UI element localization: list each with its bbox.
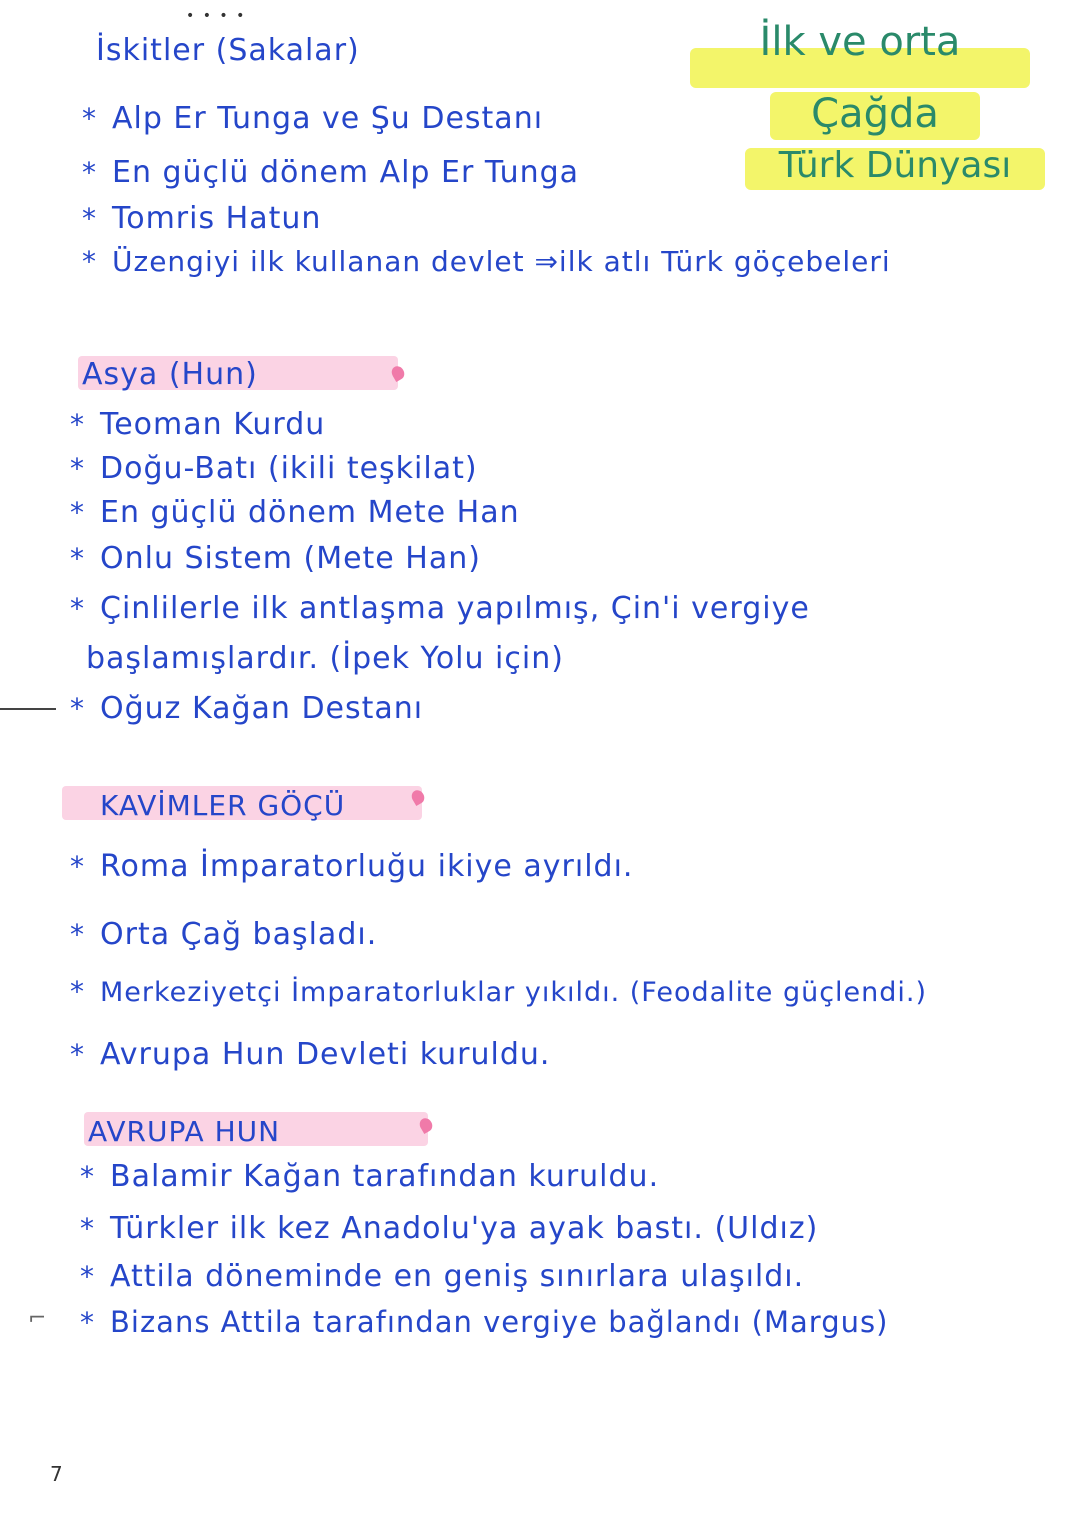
list-item: * Çinlilerle ilk antlaşma yapılmış, Çin'i vergiye bbox=[70, 591, 810, 626]
page-number: 7 bbox=[50, 1462, 63, 1486]
section-heading-kavimler-gocu: KAVİMLER GÖÇÜ bbox=[100, 789, 346, 822]
bullet-star-icon: * bbox=[80, 1160, 95, 1193]
list-item-continuation: başlamışlardır. (İpek Yolu için) bbox=[86, 641, 564, 676]
bullet-star-icon: * bbox=[70, 496, 85, 529]
list-item: * Doğu-Batı (ikili teşkilat) bbox=[70, 451, 478, 486]
list-item: * Üzengiyi ilk kullanan devlet ⇒ilk atlı Türk göçebeleri bbox=[82, 245, 891, 278]
corner-title-line3: Türk Dünyası bbox=[778, 145, 1012, 186]
list-item: * Merkeziyetçi İmparatorluklar yıkıldı. (Feodalite güçlendi.) bbox=[70, 975, 928, 1008]
bullet-star-icon: * bbox=[70, 850, 85, 883]
list-item: * Roma İmparatorluğu ikiye ayrıldı. bbox=[70, 849, 634, 884]
bullet-star-icon: * bbox=[70, 592, 85, 625]
bullet-star-icon: * bbox=[80, 1260, 95, 1293]
section-heading-iskitler: İskitler (Sakalar) bbox=[96, 33, 360, 68]
list-item: * Oğuz Kağan Destanı bbox=[70, 691, 424, 726]
bullet-star-icon: * bbox=[80, 1306, 95, 1339]
list-item: * Bizans Attila tarafından vergiye bağlandı (Margus) bbox=[80, 1305, 889, 1339]
list-item: * Onlu Sistem (Mete Han) bbox=[70, 541, 481, 576]
bullet-star-icon: * bbox=[80, 1212, 95, 1245]
list-item: * Tomris Hatun bbox=[82, 201, 322, 236]
list-item: * Türkler ilk kez Anadolu'ya ayak bastı. (Uldız) bbox=[80, 1211, 819, 1246]
corner-title-line1: İlk ve orta bbox=[759, 19, 961, 65]
margin-dash bbox=[0, 708, 56, 710]
list-item: * En güçlü dönem Alp Er Tunga bbox=[82, 155, 580, 190]
bullet-star-icon: * bbox=[70, 452, 85, 485]
bullet-star-icon: * bbox=[82, 202, 97, 235]
list-item: * Balamir Kağan tarafından kuruldu. bbox=[80, 1159, 660, 1194]
bullet-star-icon: * bbox=[82, 156, 97, 189]
bullet-star-icon: * bbox=[70, 1038, 85, 1071]
bullet-star-icon: * bbox=[82, 102, 97, 135]
section-heading-avrupa-hun: AVRUPA HUN bbox=[88, 1115, 281, 1148]
list-item: * Avrupa Hun Devleti kuruldu. bbox=[70, 1037, 551, 1072]
bullet-star-icon: * bbox=[70, 975, 85, 1008]
list-item: * Teoman Kurdu bbox=[70, 407, 326, 442]
list-item: * Attila döneminde en geniş sınırlara ulaşıldı. bbox=[80, 1259, 805, 1294]
list-item: * Alp Er Tunga ve Şu Destanı bbox=[82, 101, 544, 136]
margin-mark: ⌐ bbox=[28, 1306, 47, 1331]
bullet-star-icon: * bbox=[70, 918, 85, 951]
bullet-star-icon: * bbox=[82, 245, 97, 278]
bullet-star-icon: * bbox=[70, 408, 85, 441]
list-item: * En güçlü dönem Mete Han bbox=[70, 495, 520, 530]
corner-title-line2: Çağda bbox=[811, 91, 939, 137]
bullet-star-icon: * bbox=[70, 542, 85, 575]
list-item: * Orta Çağ başladı. bbox=[70, 917, 378, 952]
section-heading-asya-hun: Asya (Hun) bbox=[82, 357, 258, 392]
bullet-star-icon: * bbox=[70, 692, 85, 725]
top-dots: • • • • bbox=[186, 8, 247, 24]
